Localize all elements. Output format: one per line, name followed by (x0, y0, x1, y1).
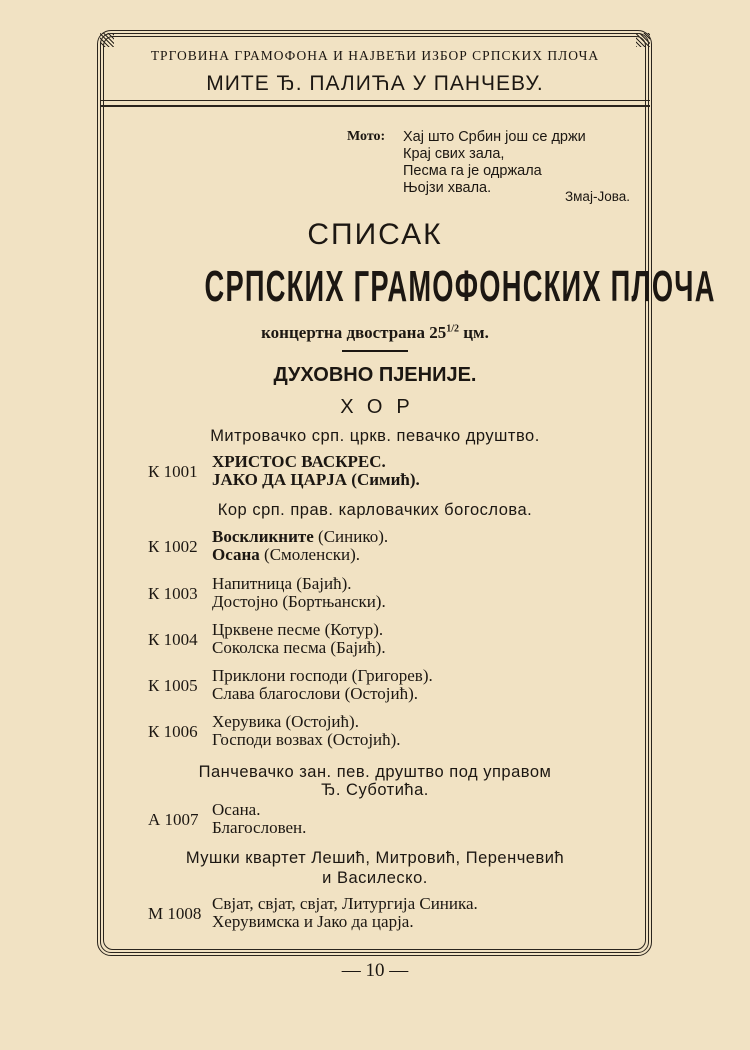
record-title: ЈАКО ДА ЦАРЈА (Симић). (212, 470, 420, 489)
section-heading: ДУХОВНО ПЈЕНИЈЕ. (273, 364, 477, 386)
motto-line: Хај што Србин још се држи (403, 129, 586, 145)
record-number: К 1002 (148, 537, 198, 556)
record-composer: (Смоленски). (259, 545, 361, 564)
shop-line: ТРГОВИНА ГРАМОФОНА И НАЈВЕЋИ ИЗБОР СРПСКИХ ПЛОЧА (150, 48, 600, 63)
record-title: Достојно (Бортњански). (212, 592, 386, 611)
section-subheading: ХОР (340, 396, 424, 418)
motto-line: Њојзи хвала. (403, 180, 492, 196)
record-title: Соколска песма (Бајић). (212, 638, 386, 657)
record-title: Херувика (Остојић). (212, 712, 359, 731)
motto-author: Змај-Јова. (565, 189, 630, 204)
subtitle-text: концертна двострана 25 (261, 323, 447, 342)
motto-verse (403, 129, 586, 197)
record-title: Свјат, свјат, свјат, Литургија Синика. (212, 894, 478, 913)
record-title: Господи возвах (Остојић). (212, 730, 401, 749)
group-heading: Митровачко срп. цркв. певачко друштво. (210, 427, 540, 445)
motto-line: Крај свих зала, (403, 146, 505, 162)
record-title: ХРИСТОС ВАСКРЕС. (212, 452, 386, 471)
group-heading: Кор срп. прав. карловачких богослова. (217, 501, 533, 519)
subtitle-unit: цм. (459, 323, 489, 342)
group-heading: Панчевачко зан. пев. друштво под управом (198, 763, 552, 781)
record-number: К 1001 (148, 462, 198, 481)
record-title: Благословен. (212, 818, 307, 837)
record-title: Осана (212, 545, 260, 564)
record-title: Напитница (Бајић). (212, 574, 352, 593)
page-number: — 10 — (341, 960, 409, 981)
header-divider (100, 100, 650, 107)
record-number: К 1006 (148, 722, 198, 741)
record-title: Воскликните (212, 527, 314, 546)
record-number: М 1008 (148, 904, 202, 923)
record-number: К 1005 (148, 676, 198, 695)
record-number: К 1004 (148, 630, 198, 649)
group-heading: Ђ. Суботића. (321, 781, 429, 799)
record-composer: (Синико). (313, 527, 389, 546)
title-line2: СРПСКИХ ГРАМОФОНСКИХ ПЛОЧА (204, 262, 716, 311)
subtitle (100, 323, 650, 343)
record-number: А 1007 (148, 810, 199, 829)
owner-line: МИТЕ Ђ. ПАЛИЋА У ПАНЧЕВУ. (206, 72, 544, 95)
corner-ornament-icon (100, 33, 114, 47)
record-title: Херувимска и Јако да царја. (212, 912, 414, 931)
motto-line: Песма га је одржала (403, 163, 542, 179)
subtitle-fraction: 1/2 (446, 323, 459, 335)
title-line1: СПИСАК (307, 218, 443, 251)
title-rule (342, 350, 408, 352)
group-heading: Мушки квартет Лешић, Митровић, Перенчевић (185, 849, 565, 867)
record-title: Приклони господи (Григорев). (212, 666, 433, 685)
record-title: Слава благослови (Остојић). (212, 684, 419, 703)
corner-ornament-icon (636, 33, 650, 47)
motto-label: Мото: (347, 129, 386, 144)
record-number: К 1003 (148, 584, 198, 603)
record-title: Црквене песме (Котур). (212, 620, 384, 639)
record-title: Осана. (212, 800, 261, 819)
group-heading: и Василеско. (322, 869, 428, 887)
